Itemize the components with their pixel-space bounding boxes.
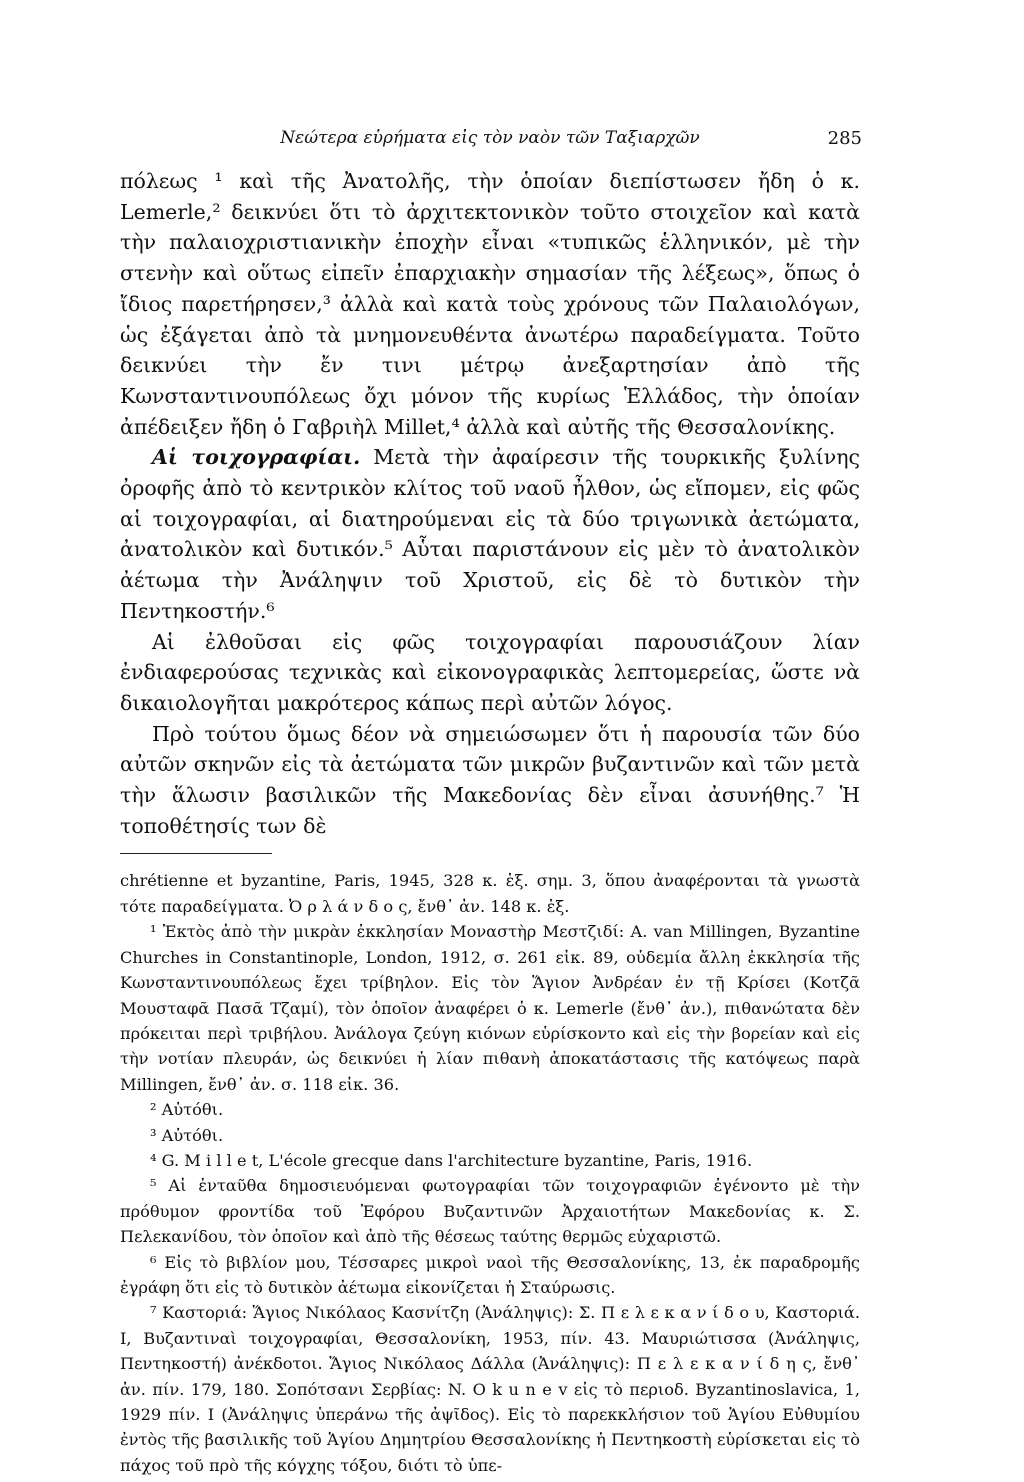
- running-title: Νεώτερα εὑρήματα εἰς τὸν ναὸν τῶν Ταξιαρχῶν: [280, 128, 700, 148]
- paragraph-3: Αἱ ἐλθοῦσαι εἰς φῶς τοιχογραφίαι παρουσιάζουν λίαν ἐνδιαφερούσας τεχνικὰς καὶ εἰκονογραφικὰς λεπτομερείας, ὥστε νὰ δικαιολογῆται μακρότερος κάπως περὶ αὐτῶν λόγος.: [120, 629, 860, 715]
- footnote-2: ² Αὐτόθι.: [150, 1100, 224, 1120]
- footnotes: [120, 868, 860, 1478]
- main-text: [120, 166, 860, 841]
- page-header: [120, 120, 862, 149]
- footnote-5: ⁵ Αἱ ἐνταῦθα δημοσιευόμεναι φωτογραφίαι τῶν τοιχογραφιῶν ἐγένοντο μὲ τὴν πρόθυμον φροντίδα τοῦ Ἐφόρου Βυζαντινῶν Ἀρχαιοτήτων Μακεδονίας κ. Σ. Πελεκανίδου, τὸν ὁποῖον καὶ ἀπὸ τῆς θέσεως ταύτης θερμῶς εὐχαριστῶ.: [120, 1176, 860, 1247]
- footnote-6: ⁶ Εἰς τὸ βιβλίον μου, Τέσσαρες μικροὶ ναοὶ τῆς Θεσσαλονίκης, 13, ἐκ παραδρομῆς ἐγράφη ὅτι εἰς τὸ δυτικὸν ἀέτωμα εἰκονίζεται ἡ Σταύρωσις.: [120, 1252, 860, 1297]
- footnote-7: ⁷ Καστοριά: Ἅγιος Νικόλαος Κασνίτζη (Ἀνάληψις): Σ. Π ε λ ε κ α ν ί δ ο υ, Καστοριά. I, Βυζαντιναὶ τοιχογραφίαι, Θεσσαλονίκη, 1953, πίν. 43. Μαυριώτισσα (Ἀνάληψις, Πεντηκοστή) ἀνέκδοτοι. Ἅγιος Νικόλαος Δάλλα (Ἀνάληψις): Π ε λ ε κ α ν ί δ η ς, ἔνθ᾽ ἀν. πίν. 179, 180. Σοπότσανι Σερβίας: N. O k u n e v εἰς τὸ περιοδ. Byzantinoslavica, 1, 1929 πίν. I (Ἀνάληψις ὑπεράνω τῆς ἀψῖδος). Εἰς τὸ παρεκκλήσιον τοῦ Ἁγίου Εὐθυμίου ἐντὸς τῆς βασιλικῆς τοῦ Ἁγίου Δημητρίου Θεσσαλονίκης ἡ Πεντηκοστὴ εὑρίσκεται εἰς τὸ πάχος τοῦ πρὸ τῆς κόγχης τόξου, διότι τὸ ὑπε-: [120, 1303, 860, 1475]
- paragraph-2-text: Μετὰ τὴν ἀφαίρεσιν τῆς τουρκικῆς ξυλίνης ὀροφῆς ἀπὸ τὸ κεντρικὸν κλίτος τοῦ ναοῦ ἦλθον, ὡς εἴπομεν, εἰς φῶς αἱ τοιχογραφίαι, αἱ διατηρούμεναι εἰς τὰ δύο τριγωνικὰ ἀετώματα, ἀνατολικὸν καὶ δυτικόν.⁵ Αὗται παριστάνουν εἰς μὲν τὸ ἀνατολικὸν ἀέτωμα τὴν Ἀνάληψιν τοῦ Χριστοῦ, εἰς δὲ τὸ δυτικὸν τὴν Πεντηκοστήν.⁶: [120, 445, 860, 623]
- paragraph-4: Πρὸ τούτου ὅμως δέον νὰ σημειώσωμεν ὅτι ἡ παρουσία τῶν δύο αὐτῶν σκηνῶν εἰς τὰ ἀετώματα τῶν μικρῶν βυζαντινῶν καὶ τῶν μετὰ τὴν ἅλωσιν βασιλικῶν τῆς Μακεδονίας δὲν εἶναι ἀσυνήθης.⁷ Ἡ τοποθέτησίς των δὲ: [120, 721, 860, 838]
- section-heading: Αἱ τοιχογραφίαι.: [152, 445, 361, 470]
- footnote-continuation: chrétienne et byzantine, Paris, 1945, 328 κ. ἑξ. σημ. 3, ὅπου ἀναφέρονται τὰ γνωστὰ τότε παραδείγματα. Ὀ ρ λ ά ν δ ο ς, ἔνθ᾽ ἀν. 148 κ. ἑξ.: [120, 871, 860, 916]
- footnote-separator: [120, 853, 272, 854]
- footnote-3: ³ Αὐτόθι.: [150, 1125, 224, 1145]
- paragraph-2: [120, 442, 860, 626]
- footnote-1: ¹ Ἐκτὸς ἀπὸ τὴν μικρὰν ἐκκλησίαν Μοναστὴρ Μεστζιδί: A. van Millingen, Byzantine Churches in Constantinople, London, 1912, σ. 261 εἰκ. 89, οὐδεμία ἄλλη ἐκκλησία τῆς Κωνσταντινουπόλεως ἔχει τρίβηλον. Εἰς τὸν Ἅγιον Ἀνδρέαν ἐν τῇ Κρίσει (Κοτζᾶ Μουσταφᾶ Πασᾶ Τζαμί), τὸν ὁποῖον ἀναφέρει ὁ κ. Lemerle (ἔνθ᾽ ἀν.), πιθανώτατα δὲν πρόκειται περὶ τριβήλου. Ἀνάλογα ζεύγη κιόνων εὑρίσκοντο καὶ εἰς τὴν βορείαν καὶ εἰς τὴν νοτίαν πλευράν, ὡς δεικνύει ἡ λίαν πιθανὴ ἀποκατάστασις τῆς κατόψεως παρὰ Millingen, ἔνθ᾽ ἀν. σ. 118 εἰκ. 36.: [120, 922, 860, 1094]
- document-page: [120, 120, 860, 1478]
- footnote-4: ⁴ G. M i l l e t, L'école grecque dans l'architecture byzantine, Paris, 1916.: [150, 1150, 753, 1170]
- page-number: 285: [827, 128, 862, 149]
- paragraph-1: πόλεως ¹ καὶ τῆς Ἀνατολῆς, τὴν ὁποίαν διεπίστωσεν ἤδη ὁ κ. Lemerle,² δεικνύει ὅτι τὸ ἀρχιτεκτονικὸν τοῦτο στοιχεῖον καὶ κατὰ τὴν παλαιοχριστιανικὴν ἐποχὴν εἶναι «τυπικῶς ἑλληνικόν, μὲ τὴν στενὴν καὶ οὕτως εἰπεῖν ἐπαρχιακὴν σημασίαν τῆς λέξεως», ὅπως ὁ ἴδιος παρετήρησεν,³ ἀλλὰ καὶ κατὰ τοὺς χρόνους τῶν Παλαιολόγων, ὡς ἐξάγεται ἀπὸ τὰ μνημονευθέντα ἀνωτέρω παραδείγματα. Τοῦτο δεικνύει τὴν ἔν τινι μέτρῳ ἀνεξαρτησίαν ἀπὸ τῆς Κωνσταντινουπόλεως ὄχι μόνον τῆς κυρίως Ἑλλάδος, τὴν ὁποίαν ἀπέδειξεν ἤδη ὁ Γαβριὴλ Millet,⁴ ἀλλὰ καὶ αὐτῆς τῆς Θεσσαλονίκης.: [120, 169, 860, 439]
